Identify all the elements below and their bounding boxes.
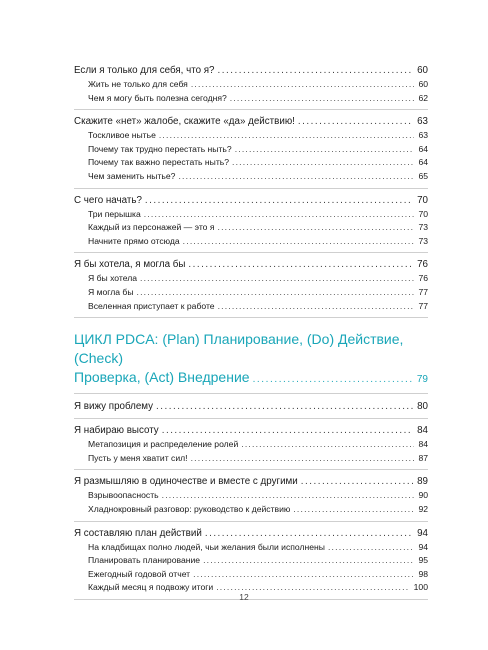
toc-chapter-entry-title: Я вижу проблему	[74, 401, 154, 413]
leader-dots	[218, 300, 415, 314]
toc-chapter-group	[74, 115, 428, 188]
toc-subsection-entry-page: 70	[418, 208, 428, 219]
leader-dots	[218, 64, 414, 78]
table-of-contents	[74, 64, 428, 605]
toc-subsection-entry[interactable]	[74, 235, 428, 249]
toc-chapter-entry[interactable]	[74, 258, 428, 272]
toc-subsection-entry[interactable]	[74, 541, 428, 555]
toc-subsection-entry[interactable]	[74, 170, 428, 184]
toc-subsection-entry-title: Я могла бы	[88, 286, 134, 297]
leader-dots	[159, 129, 415, 143]
toc-subsection-entry-page: 84	[418, 439, 428, 450]
toc-chapter-group	[74, 194, 428, 254]
toc-chapter-entry-page: 76	[417, 259, 428, 271]
toc-chapter-entry-title: Я составляю план действий	[74, 527, 202, 539]
toc-chapter-entry-page: 89	[417, 476, 428, 488]
toc-chapter-group	[74, 424, 428, 470]
toc-chapter-group	[74, 400, 428, 419]
page-number: 12	[239, 592, 249, 602]
leader-dots	[145, 194, 413, 208]
toc-subsection-entry-title: На кладбищах полно людей, чьи желания были исполнены	[88, 541, 325, 552]
leader-dots	[144, 208, 415, 222]
toc-subsection-entry[interactable]	[74, 208, 428, 222]
toc-subsection-entry-title: Начните прямо отсюда	[88, 235, 180, 246]
toc-subsection-entry-page: 73	[418, 222, 428, 233]
leader-dots	[235, 143, 415, 157]
toc-chapter-entry[interactable]	[74, 115, 428, 129]
leader-dots	[301, 475, 413, 489]
toc-subsection-entry-title: Хладнокровный разговор: руководство к действию	[88, 503, 291, 514]
toc-subsection-entry-title: Каждый из персонажей — это я	[88, 222, 215, 233]
toc-chapter-entry[interactable]	[74, 475, 428, 489]
leader-dots	[218, 221, 415, 235]
leader-dots	[191, 78, 415, 92]
toc-subsection-entry-page: 77	[418, 300, 428, 311]
toc-chapter-entry-page: 80	[417, 401, 428, 413]
toc-subsection-entry[interactable]	[74, 300, 428, 314]
toc-subsection-entry[interactable]	[74, 143, 428, 157]
toc-chapter-group	[74, 258, 428, 318]
toc-subsection-entry[interactable]	[74, 156, 428, 170]
toc-subsection-entry-title: Три перышка	[88, 208, 141, 219]
leader-dots	[178, 170, 414, 184]
leader-dots	[293, 503, 414, 517]
leader-dots	[162, 489, 415, 503]
toc-section-before-part	[74, 64, 428, 318]
toc-chapter-entry-title: Я бы хотела, я могла бы	[74, 259, 186, 271]
leader-dots	[253, 368, 413, 389]
toc-chapter-entry-page: 63	[417, 116, 428, 128]
toc-subsection-entry-page: 92	[418, 503, 428, 514]
toc-subsection-entry-page: 76	[418, 273, 428, 284]
toc-subsection-entry-title: Почему так важно перестать ныть?	[88, 157, 230, 168]
leader-dots	[193, 568, 414, 582]
toc-chapter-group	[74, 527, 428, 600]
toc-subsection-entry[interactable]	[74, 438, 428, 452]
toc-subsection-entry-title: Чем заменить нытье?	[88, 170, 176, 181]
toc-subsection-entry-page: 64	[418, 157, 428, 168]
toc-subsection-entry-title: Ежегодный годовой отчет	[88, 568, 191, 579]
leader-dots	[156, 400, 413, 414]
leader-dots	[298, 115, 413, 129]
part-page-number: 79	[416, 374, 428, 386]
leader-dots	[203, 554, 414, 568]
toc-subsection-entry[interactable]	[74, 129, 428, 143]
toc-chapter-entry[interactable]	[74, 400, 428, 414]
toc-subsection-entry-title: Метапозиция и распределение ролей	[88, 439, 239, 450]
toc-subsection-entry-page: 94	[418, 541, 428, 552]
toc-chapter-group	[74, 64, 428, 110]
toc-subsection-entry-page: 62	[418, 92, 428, 103]
toc-subsection-entry[interactable]	[74, 221, 428, 235]
toc-subsection-entry[interactable]	[74, 489, 428, 503]
toc-subsection-entry-title: Взрывоопасность	[88, 490, 159, 501]
toc-subsection-entry-page: 100	[413, 582, 428, 593]
toc-chapter-entry-title: С чего начать?	[74, 194, 142, 206]
leader-dots	[183, 235, 415, 249]
toc-subsection-entry-page: 60	[418, 79, 428, 89]
toc-subsection-entry-title: Жить не только для себя	[88, 79, 188, 89]
leader-dots	[241, 438, 414, 452]
toc-subsection-entry[interactable]	[74, 503, 428, 517]
leader-dots	[162, 424, 413, 438]
toc-chapter-entry-title: Я размышляю в одиночестве и вместе с другими	[74, 476, 298, 488]
leader-dots	[232, 156, 414, 170]
toc-subsection-entry-page: 98	[418, 568, 428, 579]
toc-chapter-group	[74, 475, 428, 521]
leader-dots	[140, 272, 414, 286]
toc-subsection-entry-title: Я бы хотела	[88, 273, 137, 284]
toc-subsection-entry-page: 73	[418, 235, 428, 246]
toc-subsection-entry-page: 77	[418, 286, 428, 297]
toc-subsection-entry[interactable]	[74, 272, 428, 286]
leader-dots	[188, 258, 413, 272]
toc-subsection-entry[interactable]	[74, 554, 428, 568]
toc-section-after-part	[74, 400, 428, 600]
toc-subsection-entry[interactable]	[74, 568, 428, 582]
leader-dots	[137, 286, 415, 300]
toc-subsection-entry-title: Пусть у меня хватит сил!	[88, 452, 188, 463]
toc-subsection-entry[interactable]	[74, 452, 428, 466]
toc-subsection-entry-page: 64	[418, 143, 428, 154]
toc-subsection-entry-title: Вселенная приступает к работе	[88, 300, 215, 311]
toc-subsection-entry[interactable]	[74, 286, 428, 300]
part-heading-line1: ЦИКЛ PDCA: (Plan) Планирование, (Do) Действие, (Check)	[74, 331, 404, 367]
toc-subsection-entry-page: 65	[418, 170, 428, 181]
toc-chapter-entry-page: 94	[417, 527, 428, 539]
part-heading[interactable]	[74, 330, 428, 394]
toc-subsection-entry-title: Планировать планирование	[88, 555, 201, 566]
toc-subsection-entry[interactable]	[74, 92, 428, 106]
toc-subsection-entry-title: Чем я могу быть полезна сегодня?	[88, 92, 227, 103]
toc-subsection-entry[interactable]	[74, 78, 428, 92]
toc-chapter-entry-page: 84	[417, 425, 428, 437]
leader-dots	[230, 92, 415, 106]
toc-subsection-entry-page: 90	[418, 490, 428, 501]
toc-subsection-entry-page: 95	[418, 555, 428, 566]
part-heading-line2: Проверка, (Act) Внедрение	[74, 369, 250, 386]
toc-chapter-entry-title: Если я только для себя, что я?	[74, 65, 215, 76]
toc-chapter-entry[interactable]	[74, 424, 428, 438]
leader-dots	[191, 452, 415, 466]
toc-chapter-entry-page: 60	[417, 65, 428, 76]
toc-subsection-entry-title: Тоскливое нытье	[88, 130, 156, 141]
toc-subsection-entry-title: Каждый месяц я подвожу итоги	[88, 582, 214, 593]
toc-subsection-entry-page: 87	[418, 452, 428, 463]
toc-subsection-entry-title: Почему так трудно перестать ныть?	[88, 143, 232, 154]
toc-chapter-entry[interactable]	[74, 194, 428, 208]
toc-chapter-entry-title: Скажите «нет» жалобе, скажите «да» действию!	[74, 116, 295, 128]
toc-subsection-entry-page: 63	[418, 130, 428, 141]
leader-dots	[205, 527, 413, 541]
toc-chapter-entry-page: 70	[417, 194, 428, 206]
toc-chapter-entry[interactable]	[74, 64, 428, 78]
toc-chapter-entry[interactable]	[74, 527, 428, 541]
toc-chapter-entry-title: Я набираю высоту	[74, 425, 159, 437]
leader-dots	[328, 541, 414, 555]
